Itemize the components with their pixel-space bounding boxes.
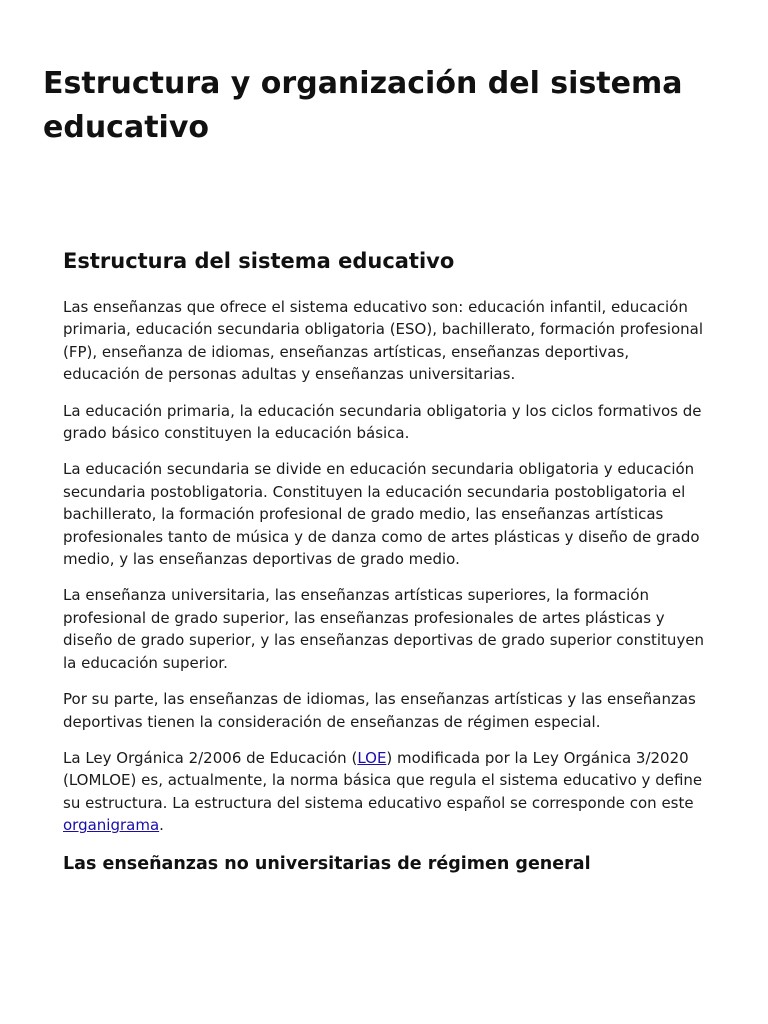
paragraph-educacion-basica: La educación primaria, la educación secundaria obligatoria y los ciclos formativos de grado básico constituyen la educación básica. <box>63 401 702 443</box>
paragraph-ensenanzas: Las enseñanzas que ofrece el sistema educativo son: educación infantil, educación primaria, educación secundaria obligatoria (ESO), bachillerato, formación profesional (FP), enseñanza de idiomas, enseñanzas artísticas, enseñanzas deportivas, educación de personas adultas y enseñanzas universitarias. <box>63 298 703 384</box>
content-section <box>63 246 708 877</box>
law-text-part2: ) modificada por la Ley Orgánica 3/2020 (LOMLOE) es, actualmente, la norma básica que regula el sistema educativo y define su estructura. La estructura del sistema educativo español se corresponde con este <box>63 748 703 812</box>
page-title: Estructura y organización del sistema educativo <box>43 66 683 145</box>
subheading-regimen-general: Las enseñanzas no universitarias de régimen general <box>63 853 591 874</box>
loe-link[interactable]: LOE <box>357 748 387 767</box>
section-heading: Estructura del sistema educativo <box>63 249 455 273</box>
organigrama-link[interactable]: organigrama <box>63 816 160 835</box>
law-text-part3: . <box>159 816 164 835</box>
paragraph-ley-organica <box>63 747 708 837</box>
paragraph-educacion-secundaria: La educación secundaria se divide en educación secundaria obligatoria y educación secundaria postobligatoria. Constituyen la educación secundaria postobligatoria el bachillerato, la formación profesional de grado medio, las enseñanzas artísticas profesionales tanto de música y de danza como de artes plásticas y diseño de grado medio, y las enseñanzas deportivas de grado medio. <box>63 460 700 569</box>
paragraph-regimen-especial: Por su parte, las enseñanzas de idiomas, las enseñanzas artísticas y las enseñanzas deportivas tienen la consideración de enseñanzas de régimen especial. <box>63 690 696 731</box>
paragraph-educacion-superior: La enseñanza universitaria, las enseñanzas artísticas superiores, la formación profesional de grado superior, las enseñanzas profesionales de artes plásticas y diseño de grado superior, y las enseñanzas deportivas de grado superior constituyen la educación superior. <box>63 586 705 672</box>
law-text-part1: La Ley Orgánica 2/2006 de Educación ( <box>63 748 358 767</box>
